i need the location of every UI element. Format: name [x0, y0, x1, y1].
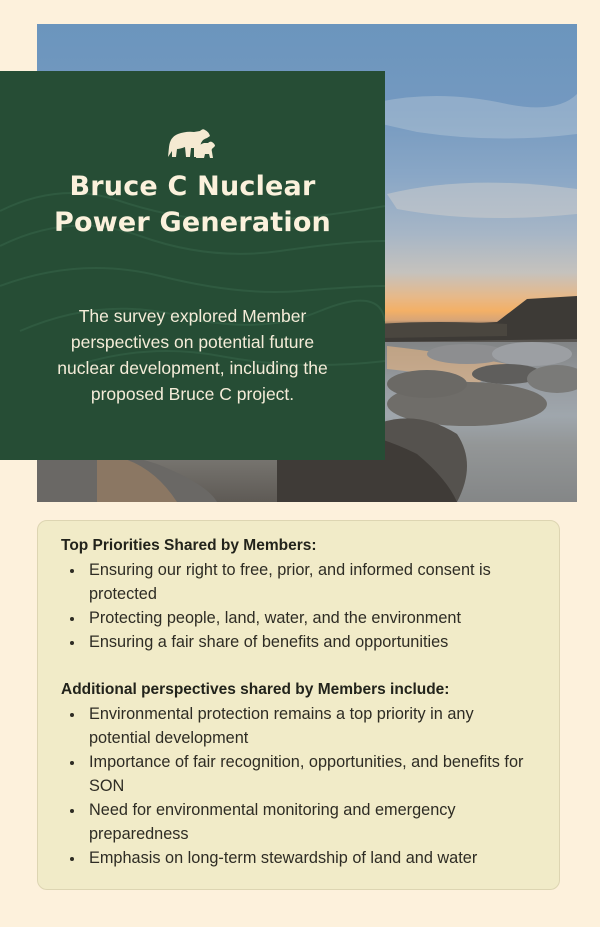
list-item: Ensuring our right to free, prior, and informed consent is protected [89, 558, 539, 606]
page-title [54, 169, 331, 241]
priorities-card [37, 520, 560, 890]
bear-with-cub-icon [166, 127, 220, 159]
additional-perspectives-list [89, 702, 539, 870]
top-priorities-heading: Top Priorities Shared by Members: [61, 537, 317, 554]
survey-description: The survey explored Member perspectives on potential future nuclear development, including the proposed Bruce C project. [57, 306, 328, 404]
list-item: Need for environmental monitoring and emergency preparedness [89, 798, 539, 846]
list-item: Protecting people, land, water, and the environment [89, 606, 539, 630]
top-priorities-list [89, 558, 539, 654]
list-item: Environmental protection remains a top priority in any potential development [89, 702, 539, 750]
list-item: Importance of fair recognition, opportunities, and benefits for SON [89, 750, 539, 798]
hero-panel [0, 71, 385, 460]
additional-perspectives-heading: Additional perspectives shared by Members include: [61, 681, 450, 698]
title-line-1: Bruce C Nuclear [69, 171, 316, 202]
top-priorities-section [61, 534, 539, 654]
list-item: Ensuring a fair share of benefits and opportunities [89, 630, 539, 654]
title-line-2: Power Generation [54, 207, 331, 238]
additional-perspectives-section [61, 678, 539, 870]
list-item: Emphasis on long-term stewardship of land and water [89, 846, 539, 870]
